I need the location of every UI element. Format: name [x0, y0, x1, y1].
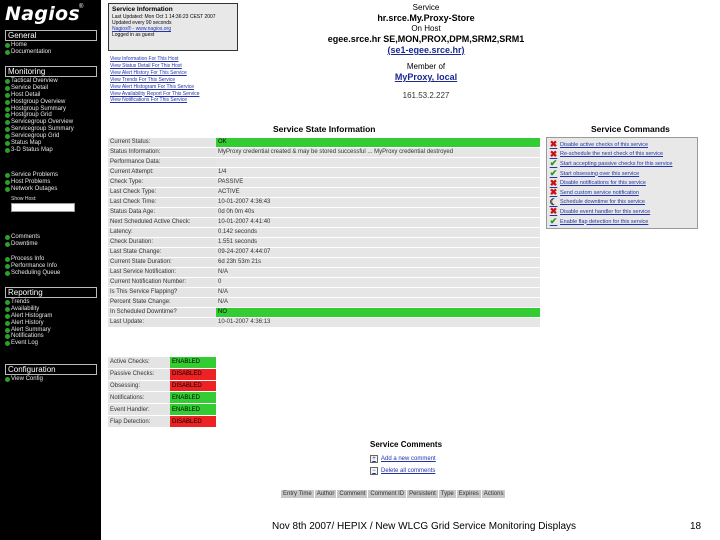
service-commands-title: Service Commands: [591, 124, 670, 134]
state-value: N/A: [216, 288, 540, 298]
command-label: Disable event handler for this service: [560, 208, 651, 215]
bullet-icon: [5, 187, 10, 192]
state-value: OK: [216, 138, 540, 148]
update-interval: Updated every 90 seconds: [112, 20, 172, 26]
state-label: Check Type:: [108, 178, 216, 188]
comments-column-persistent: Persistent: [407, 490, 439, 499]
view-host-info-link[interactable]: View Information For This Host: [110, 56, 179, 62]
view-links: [110, 56, 240, 104]
sidebar-item-label: Trends: [11, 299, 30, 305]
state-row-latency: [108, 228, 540, 238]
state-row-check-type: [108, 178, 540, 188]
sidebar-section-configuration: [5, 364, 97, 383]
option-label: Flap Detection:: [108, 415, 170, 427]
sidebar-item-label: Comments: [11, 234, 41, 240]
sidebar-item-label: Host Problems: [11, 178, 51, 185]
enable-check-icon: ✔: [549, 168, 558, 179]
host-ip-address: 161.53.2.227: [402, 91, 450, 100]
sidebar-item-label: Alert Histogram: [11, 312, 53, 319]
command-label: Re-schedule the next check of this service: [560, 151, 664, 158]
state-value: 6d 23h 53m 21s: [216, 258, 540, 268]
view-trends-link[interactable]: View Trends For This Service: [110, 76, 176, 83]
sidebar-item-label: Home: [11, 42, 28, 48]
state-value: [216, 158, 540, 168]
sidebar-item-label: Scheduling Queue: [11, 269, 61, 276]
nagios-website-link[interactable]: Nagios® - www.nagios.org: [112, 26, 171, 32]
bullet-icon: [5, 43, 10, 48]
command-re-schedule-the-next-check-of-this-service[interactable]: [549, 150, 695, 160]
command-disable-notifications-for-this-service[interactable]: [549, 178, 695, 188]
delete-all-comments-link[interactable]: [370, 465, 436, 477]
service-commands-box: [546, 137, 698, 229]
bullet-icon: [5, 235, 10, 240]
state-row-current-attempt: [108, 168, 540, 178]
sidebar-item-label: Downtime: [11, 240, 38, 247]
state-label: Percent State Change:: [108, 298, 216, 308]
enable-check-icon: ✔: [549, 159, 558, 169]
sidebar-item-tactical-overview[interactable]: [5, 78, 97, 85]
on-host-label: On Host: [411, 24, 441, 33]
state-label: Is This Service Flapping?: [108, 288, 216, 298]
add-comment-link[interactable]: [370, 453, 436, 465]
command-label: Start obsessing over this service: [560, 170, 640, 177]
command-label: Schedule downtime for this service: [560, 199, 645, 206]
sidebar-item-performance-info[interactable]: [5, 263, 97, 270]
sidebar-item-service-problems[interactable]: [5, 172, 97, 179]
sidebar-item-label: Service Problems: [11, 172, 59, 178]
service-name: hr.srce.My.Proxy-Store: [377, 13, 475, 23]
option-row-flap-detection: [108, 415, 216, 427]
state-label: Status Data Age:: [108, 208, 216, 218]
bullet-icon: [5, 86, 10, 91]
sidebar-section-monitoring: [5, 66, 97, 154]
sidebar-item-servicegroup-summary[interactable]: [5, 126, 97, 133]
sidebar-item-label: Alert Summary: [11, 326, 51, 333]
sidebar-item-3-d-status-map[interactable]: [5, 147, 97, 154]
state-row-next-scheduled-active-check: [108, 218, 540, 228]
service-state-title: Service State Information: [273, 124, 376, 134]
state-row-last-check-time: [108, 198, 540, 208]
logo-text: Nagios: [5, 3, 80, 25]
service-information-title: Service Information: [112, 6, 173, 13]
command-schedule-downtime-for-this-service[interactable]: [549, 198, 695, 208]
bullet-icon: [5, 271, 10, 276]
option-row-event-handler: [108, 404, 216, 416]
command-label: Disable notifications for this service: [560, 180, 646, 187]
bullet-icon: [5, 334, 10, 339]
state-value: 0d 0h 0m 40s: [216, 208, 540, 218]
sidebar-item-hostgroup-overview[interactable]: [5, 99, 97, 106]
service-state-table: [108, 137, 540, 327]
sidebar-item-label: Servicegroup Summary: [11, 126, 74, 133]
command-label: Start accepting passive checks for this service: [560, 160, 673, 167]
option-status-badge: ENABLED: [170, 404, 216, 416]
sidebar-item-service-detail[interactable]: [5, 85, 97, 92]
state-label: Current Status:: [108, 138, 216, 148]
option-row-active-checks: [108, 357, 216, 369]
state-label: Current Notification Number:: [108, 278, 216, 288]
bullet-icon: [5, 107, 10, 112]
sidebar-header-monitoring: Monitoring: [5, 66, 97, 77]
delete-all-comments-label: Delete all comments: [381, 468, 436, 474]
sidebar-item-label: Hostgroup Overview: [11, 98, 66, 105]
option-label: Passive Checks:: [108, 368, 170, 380]
sidebar-item-alert-history[interactable]: [5, 320, 97, 327]
state-row-is-this-service-flapping: [108, 288, 540, 298]
state-label: Latency:: [108, 228, 216, 238]
disable-cross-icon: ✖: [549, 140, 558, 150]
sidebar-section-4: [5, 256, 97, 277]
sidebar-item-label: Host Detail: [11, 91, 41, 98]
service-options-table: [108, 356, 216, 427]
state-label: Last Check Time:: [108, 198, 216, 208]
command-label: Enable flap detection for this service: [560, 218, 649, 225]
sidebar-item-label: Tactical Overview: [11, 78, 58, 84]
state-value: 1.551 seconds: [216, 238, 540, 248]
command-disable-active-checks-of-this-service[interactable]: [549, 140, 695, 150]
state-value: 0.142 seconds: [216, 228, 540, 238]
state-row-current-status: [108, 138, 540, 148]
comments-column-type: Type: [438, 490, 456, 499]
sidebar-item-label: View Config: [11, 376, 43, 382]
state-label: Current State Duration:: [108, 258, 216, 268]
sidebar-section-3: [5, 234, 97, 248]
sidebar-item-label: Process Info: [11, 256, 45, 262]
sidebar-header-configuration: Configuration: [5, 364, 97, 375]
option-label: Obsessing:: [108, 380, 170, 392]
state-row-in-scheduled-downtime: [108, 308, 540, 318]
state-label: Last Check Type:: [108, 188, 216, 198]
comments-column-actions: Actions: [481, 490, 506, 499]
option-label: Active Checks:: [108, 357, 170, 369]
command-label: Send custom service notification: [560, 189, 639, 196]
state-label: In Scheduled Downtime?: [108, 308, 216, 318]
state-row-current-state-duration: [108, 258, 540, 268]
sidebar-item-view-config[interactable]: [5, 376, 97, 383]
delete-comments-icon: −: [370, 467, 378, 475]
host-link[interactable]: (se1-egee.srce.hr): [387, 45, 465, 55]
view-host-status-link[interactable]: View Status Detail For This Host: [110, 62, 182, 69]
comments-column-author: Author: [314, 490, 337, 499]
state-label: Last Update:: [108, 318, 216, 328]
sidebar-section-reporting: [5, 287, 97, 347]
bullet-icon: [5, 79, 10, 84]
sidebar-item-label: Notifications: [11, 333, 44, 340]
sidebar-item-label: Servicegroup Grid: [11, 133, 60, 140]
bullet-icon: [5, 257, 10, 262]
sidebar-item-availability[interactable]: [5, 306, 97, 313]
state-value: ACTIVE: [216, 188, 540, 198]
sidebar-item-label: Alert History: [11, 319, 44, 326]
bullet-icon: [5, 120, 10, 125]
sidebar-item-label: 3-D Status Map: [11, 146, 53, 153]
bullet-icon: [5, 264, 10, 269]
sidebar-header-general: General: [5, 30, 97, 41]
downtime-icon: ☾: [549, 197, 558, 207]
state-label: Check Duration:: [108, 238, 216, 248]
sidebar-item-hostgroup-summary[interactable]: [5, 106, 97, 113]
sidebar-item-downtime[interactable]: [5, 241, 97, 248]
sidebar-item-label: Servicegroup Overview: [11, 119, 74, 126]
command-disable-event-handler-for-this-service[interactable]: [549, 207, 695, 217]
sidebar: [0, 0, 101, 540]
comments-column-comment: Comment: [337, 490, 368, 499]
bullet-icon: [5, 148, 10, 153]
comments-table: [280, 489, 506, 499]
sidebar-item-host-problems[interactable]: [5, 179, 97, 186]
sidebar-item-status-map[interactable]: [5, 140, 97, 147]
sidebar-item-alert-summary[interactable]: [5, 327, 97, 334]
sidebar-item-label: Performance Info: [11, 262, 58, 269]
disable-cross-icon: ✖: [549, 207, 558, 217]
host-description: egee.srce.hr SE,MON,PROX,DPM,SRM2,SRM1: [327, 34, 525, 44]
option-status-badge: DISABLED: [170, 415, 216, 427]
state-label: Current Attempt:: [108, 168, 216, 178]
state-label: Last Service Notification:: [108, 268, 216, 278]
bullet-icon: [5, 341, 10, 346]
state-row-last-check-type: [108, 188, 540, 198]
sidebar-item-trends[interactable]: [5, 299, 97, 306]
sidebar-item-label: Documentation: [11, 48, 52, 55]
state-value: NO: [216, 308, 540, 318]
member-of-label: Member of: [406, 62, 446, 71]
sidebar-item-label: Hostgroup Summary: [11, 105, 67, 112]
bullet-icon: [5, 127, 10, 132]
command-label: Disable active checks of this service: [560, 141, 649, 148]
comments-column-entry-time: Entry Time: [281, 490, 315, 499]
last-updated: Last Updated: Mon Oct 1 14:36:23 CEST 2007: [112, 14, 216, 20]
state-label: Status Information:: [108, 148, 216, 158]
servicegroup-links[interactable]: MyProxy, local: [394, 72, 458, 82]
bullet-icon: [5, 307, 10, 312]
state-row-status-information: [108, 148, 540, 158]
disable-cross-icon: ✖: [549, 178, 558, 188]
comments-column-comment-id: Comment ID: [368, 490, 407, 499]
logo-registered-mark: ®: [79, 4, 84, 10]
bullet-icon: [5, 314, 10, 319]
sidebar-section-general: [5, 30, 97, 56]
state-label: Last State Change:: [108, 248, 216, 258]
sidebar-item-comments[interactable]: [5, 234, 97, 241]
service-header: [300, 3, 552, 101]
view-alert-histogram-link[interactable]: View Alert Histogram For This Service: [110, 83, 195, 90]
sidebar-item-label: Event Log: [11, 340, 39, 347]
option-status-badge: ENABLED: [170, 357, 216, 369]
show-host-input[interactable]: [11, 203, 75, 212]
bullet-icon: [5, 242, 10, 247]
state-row-last-state-change: [108, 248, 540, 258]
sidebar-header-reporting: Reporting: [5, 287, 97, 298]
logged-in-as: Logged in as guest: [112, 32, 155, 38]
show-host-label: Show Host:: [11, 195, 37, 202]
command-enable-flap-detection-for-this-service[interactable]: [549, 217, 695, 227]
state-row-performance-data: [108, 158, 540, 168]
sidebar-item-event-log[interactable]: [5, 340, 97, 347]
bullet-icon: [5, 134, 10, 139]
state-row-check-duration: [108, 238, 540, 248]
bullet-icon: [5, 50, 10, 55]
bullet-icon: [5, 180, 10, 185]
add-comment-icon: +: [370, 455, 378, 463]
state-row-status-data-age: [108, 208, 540, 218]
bullet-icon: [5, 100, 10, 105]
command-send-custom-service-notification[interactable]: [549, 188, 695, 198]
sidebar-item-hostgroup-grid[interactable]: [5, 112, 97, 119]
option-status-badge: DISABLED: [170, 368, 216, 380]
bullet-icon: [5, 377, 10, 382]
option-row-obsessing: [108, 380, 216, 392]
bullet-icon: [5, 93, 10, 98]
view-notifications-link[interactable]: View Notifications For This Service: [110, 97, 188, 104]
disable-cross-icon: ✖: [549, 187, 558, 198]
option-status-badge: DISABLED: [170, 380, 216, 392]
state-value: 10-01-2007 4:41:40: [216, 218, 540, 228]
sidebar-item-label: Network Outages: [11, 185, 58, 192]
state-value: 10-01-2007 4:36:43: [216, 198, 540, 208]
state-value: MyProxy credential created & may be stored successful ... MyProxy credential destroyed: [216, 148, 540, 158]
state-label: Next Scheduled Active Check:: [108, 218, 216, 228]
nagios-logo[interactable]: [5, 3, 97, 25]
sidebar-item-scheduling-queue[interactable]: [5, 270, 97, 277]
slide-footer: Nov 8th 2007/ HEPIX / New WLCG Grid Service Monitoring Displays: [272, 521, 576, 532]
option-row-passive-checks: [108, 368, 216, 380]
sidebar-item-documentation[interactable]: [5, 49, 97, 56]
service-label: Service: [412, 3, 440, 12]
service-information-box: [108, 3, 238, 51]
option-row-notifications: [108, 392, 216, 404]
state-value: 09-24-2007 4:44:07: [216, 248, 540, 258]
option-status-badge: ENABLED: [170, 392, 216, 404]
option-label: Notifications:: [108, 392, 170, 404]
sidebar-item-alert-histogram[interactable]: [5, 313, 97, 320]
state-row-percent-state-change: [108, 298, 540, 308]
state-value: 10-01-2007 4:36:13: [216, 318, 540, 328]
bullet-icon: [5, 173, 10, 178]
sidebar-item-process-info[interactable]: [5, 256, 97, 263]
sidebar-item-servicegroup-grid[interactable]: [5, 133, 97, 140]
disable-cross-icon: ✖: [549, 149, 558, 159]
sidebar-item-label: Service Detail: [11, 84, 49, 91]
sidebar-item-host-detail[interactable]: [5, 92, 97, 99]
sidebar-item-home[interactable]: [5, 42, 97, 49]
add-comment-label: Add a new comment: [381, 456, 436, 462]
option-label: Event Handler:: [108, 404, 170, 416]
comments-column-expires: Expires: [456, 490, 481, 499]
sidebar-item-label: Status Map: [11, 140, 42, 147]
state-value: 1/4: [216, 168, 540, 178]
state-label: Performance Data:: [108, 158, 216, 168]
view-availability-link[interactable]: View Availability Report For This Service: [110, 90, 200, 97]
sidebar-item-label: Hostgroup Grid: [11, 112, 52, 119]
state-row-last-service-notification: [108, 268, 540, 278]
enable-check-icon: ✔: [549, 216, 558, 227]
bullet-icon: [5, 321, 10, 326]
bullet-icon: [5, 300, 10, 305]
command-start-accepting-passive-checks-for-this-service[interactable]: [549, 159, 695, 169]
service-comments-title: Service Comments: [370, 440, 443, 449]
state-value: N/A: [216, 298, 540, 308]
state-row-current-notification-number: [108, 278, 540, 288]
sidebar-item-notifications[interactable]: [5, 333, 97, 340]
slide-page-number: 18: [690, 521, 702, 532]
bullet-icon: [5, 141, 10, 146]
sidebar-item-network-outages[interactable]: [5, 186, 97, 193]
state-value: 0: [216, 278, 540, 288]
comment-actions: [370, 453, 436, 477]
view-alert-history-link[interactable]: View Alert History For This Service: [110, 69, 187, 76]
bullet-icon: [5, 113, 10, 118]
sidebar-section-2: [5, 172, 97, 212]
state-value: PASSIVE: [216, 178, 540, 188]
bullet-icon: [5, 328, 10, 333]
command-start-obsessing-over-this-service[interactable]: [549, 169, 695, 179]
state-value: N/A: [216, 268, 540, 278]
sidebar-item-label: Availability: [11, 305, 40, 312]
state-row-last-update: [108, 318, 540, 328]
sidebar-item-servicegroup-overview[interactable]: [5, 119, 97, 126]
